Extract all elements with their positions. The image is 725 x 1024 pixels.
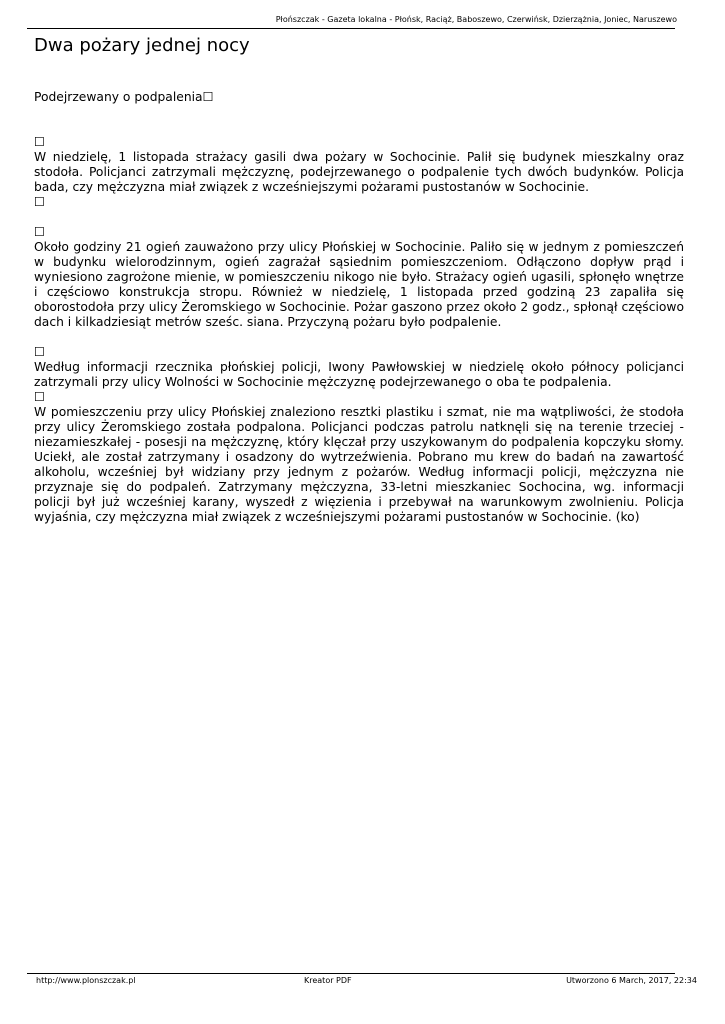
footer-divider: [27, 973, 675, 974]
header-divider: [27, 28, 675, 29]
spacer: [34, 105, 684, 120]
placeholder-box-icon: ☐: [34, 345, 46, 359]
footer-url: http://www.plonszczak.pl: [36, 976, 136, 985]
placeholder-box-icon: ☐: [34, 225, 46, 239]
article-lead: Podejrzewany o podpalenia☐: [34, 90, 214, 104]
placeholder-box-icon: ☐: [34, 195, 46, 209]
article-paragraph-3: Według informacji rzecznika płońskiej policji, Iwony Pawłowskiej w niedzielę około północy policjanci zatrzymali przy ulicy Wolności w Sochocinie mężczyznę podejrzewanego o oba te podpalenia.: [34, 360, 684, 389]
spacer: [34, 120, 684, 135]
placeholder-box-icon: ☐: [34, 135, 46, 149]
spacer: [34, 210, 684, 225]
article-paragraph-1: W niedzielę, 1 listopada strażacy gasili dwa pożary w Sochocinie. Palił się budynek mieszkalny oraz stodoła. Policjanci zatrzymali mężczyznę, podejrzewanego o podpalenie tych dwóch budynków. Policja bada, czy mężczyzna miał związek z wcześniejszymi pożarami pustostanów w Sochocinie.: [34, 150, 684, 194]
footer-created-date: Utworzono 6 March, 2017, 22:34: [566, 976, 697, 985]
footer-generator: Kreator PDF: [304, 976, 352, 985]
spacer: [34, 330, 684, 345]
placeholder-box-icon: ☐: [34, 390, 46, 404]
article-paragraph-4: W pomieszczeniu przy ulicy Płońskiej znaleziono resztki plastiku i szmat, nie ma wątpliwości, że stodoła przy ulicy Żeromskiego została podpalona. Policjanci podczas patrolu natknęli się na terenie trzeciej - niezamieszkałej - posesji na mężczyznę, który klęczał przy uszykowanym do podpalenia kopczyku słomy. Uciekł, ale został zatrzymany i osadzony do wytrzeźwienia. Pobrano mu krew do badań na zawartość alkoholu, wcześniej był widziany przy jednym z pożarów. Według informacji policji, mężczyzna nie przyznaje się do podpaleń. Zatrzymany mężczyzna, 33-letni mieszkaniec Sochocina, wg. informacji policji był już wcześniej karany, wyszedł z więzienia i przebywał na warunkowym zwolnieniu. Policja wyjaśnia, czy mężczyzna miał związek z wcześniejszymi pożarami pustostanów w Sochocinie. (ko): [34, 405, 684, 524]
article-title: Dwa pożary jednej nocy: [34, 35, 250, 56]
page-header: Płońszczak - Gazeta lokalna - Płońsk, Raciąż, Baboszewo, Czerwińsk, Dzierzążnia, Joniec, Naruszewo: [275, 15, 677, 24]
article-paragraph-2: Około godziny 21 ogień zauważono przy ulicy Płońskiej w Sochocinie. Paliło się w jednym z pomieszczeń w budynku wielorodzinnym, ogień zagrażał sąsiednim pomieszczeniom. Odłączono dopływ prąd i wyniesiono zagrożone mienie, w pomieszczeniu nikogo nie było. Strażacy ogień ugasili, spłonęło wnętrze i częściowo konstrukcja stropu. Również w niedzielę, 1 listopada przed godziną 23 zapaliła się oborostodoła przy ulicy Żeromskiego w Sochocinie. Pożar gaszono przez około 2 godz., spłonął częściowo dach i kilkadziesiąt metrów sześc. siana. Przyczyną pożaru było podpalenie.: [34, 240, 684, 329]
article-body: [34, 90, 684, 525]
